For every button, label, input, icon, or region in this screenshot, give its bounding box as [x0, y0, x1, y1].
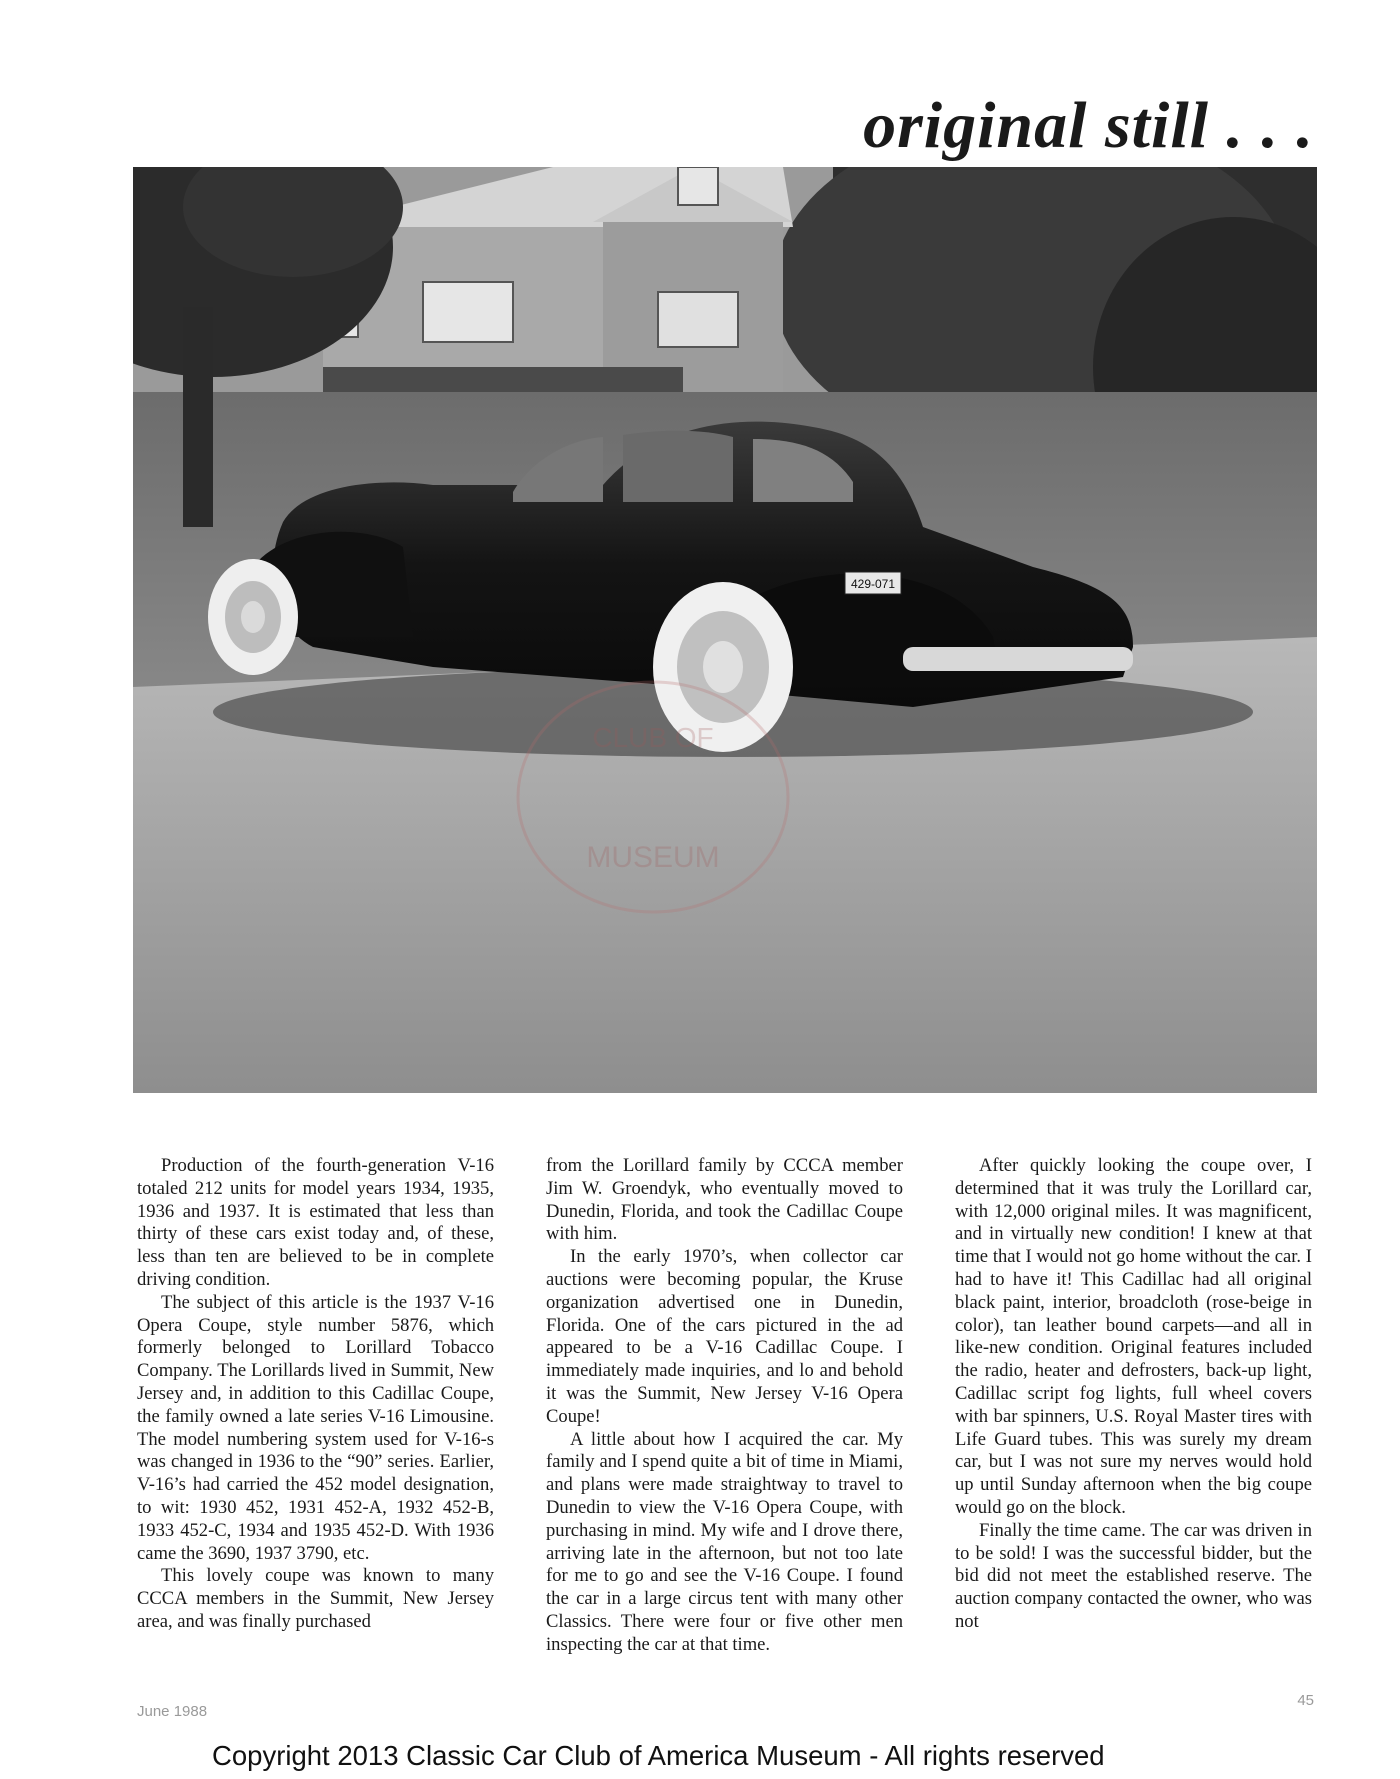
page-number: 45	[1297, 1692, 1314, 1709]
paragraph: In the early 1970’s, when collector car auctions were becoming popular, the Kruse organization advertised one in Dunedin, Florida. One of the cars pictured in the ad appeared to be a V-16 Cadillac Coupe. I immediately made inquiries, and lo and behold it was the Summit, New Jersey V-16 Opera Coupe!	[546, 1246, 903, 1427]
page-headline: original still . . .	[863, 89, 1314, 162]
paragraph: This lovely coupe was known to many CCCA members in the Summit, New Jersey area, and was finally purchased	[137, 1565, 494, 1632]
paragraph: A little about how I acquired the car. My family and I spend quite a bit of time in Miami, and plans were made straightway to travel to Dunedin to view the V-16 Opera Coupe, with purchasing in mind. My wife and I drove there, arriving late in the afternoon, but not too late for me to go and see the V-16 Coupe. I found the car in a large circus tent with many other Classics. There were four or five other men inspecting the car at that time.	[546, 1428, 903, 1655]
svg-text:CLUB OF: CLUB OF	[592, 722, 714, 753]
article-column-3	[955, 1155, 1312, 1705]
cadillac-coupe-photo	[133, 167, 1317, 1093]
photo-illustration	[133, 167, 1317, 1093]
paragraph: After quickly looking the coupe over, I determined that it was truly the Lorillard car, with 12,000 original miles. It was magnificent, and in virtually new condition! I knew at that time that I would not go home without the car. I had to have it! This Cadillac had all original black paint, interior, broadcloth (rose-beige in color), tan leather bound carpets—and all in like-new condition. Original features included the radio, heater and defrosters, back-up light, Cadillac script fog lights, full wheel covers with bar spinners, U.S. Royal Master tires with Life Guard tubes. This was surely my dream car, but I was not sure my nerves would hold up until Sunday afternoon when the big coupe would go on the block.	[955, 1155, 1312, 1518]
svg-text:429-071: 429-071	[850, 577, 896, 591]
paragraph: Production of the fourth-generation V-16 totaled 212 units for model years 1934, 1935, 1936 and 1937. It is estimated that less than thirty of these cars exist today and, of these, less than ten are believed to be in complete driving condition.	[137, 1155, 494, 1290]
paragraph: from the Lorillard family by CCCA member Jim W. Groendyk, who eventually moved to Dunedin, Florida, and took the Cadillac Coupe with him.	[546, 1155, 903, 1245]
copyright-notice: Copyright 2013 Classic Car Club of America Museum - All rights reserved	[212, 1740, 1105, 1771]
paragraph: Finally the time came. The car was driven in to be sold! I was the successful bidder, but the bid did not meet the established reserve. The auction company contacted the owner, who was not	[955, 1519, 1312, 1632]
issue-date: June 1988	[137, 1703, 208, 1720]
front-wheel	[208, 559, 298, 675]
article-column-2	[546, 1155, 903, 1705]
paragraph: The subject of this article is the 1937 V-16 Opera Coupe, style number 5876, which formerly belonged to Lorillard Tobacco Company. The Lorillards lived in Summit, New Jersey and, in addition to this Cadillac Coupe, the family owned a late series V-16 Limousine. The model numbering system used for V-16-s was changed in 1936 to the “90” series. Earlier, V-16’s had carried the 452 model designation, to wit: 1930 452, 1931 452-A, 1932 452-B, 1933 452-C, 1934 and 1935 452-D. With 1936 came the 3690, 1937 3790, etc.	[137, 1291, 494, 1564]
article-column-1	[137, 1155, 494, 1705]
svg-text:MUSEUM: MUSEUM	[586, 841, 720, 874]
